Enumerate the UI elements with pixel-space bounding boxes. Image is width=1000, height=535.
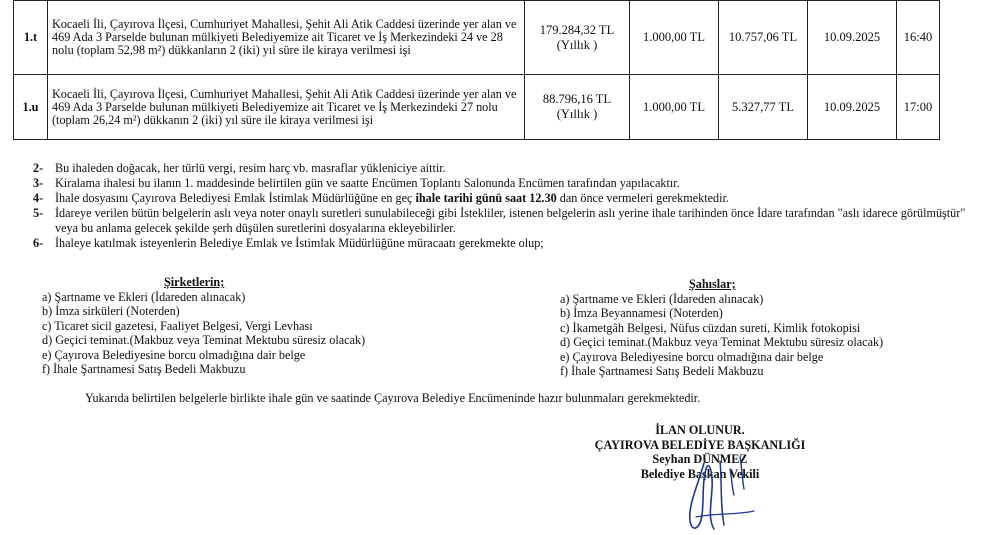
clause-text: Kiralama ihalesi bu ilanın 1. maddesinde belirtilen gün ve saatte Encümen Toplantı Salonunda Encümen tarafından yapılacaktır. <box>55 176 680 190</box>
requirement-item: f) İhale Şartnamesi Satış Bedeli Makbuzu <box>42 362 246 376</box>
price-value: 179.284,32 TL <box>539 22 615 37</box>
requirement-item: b) İmza sirküleri (Noterden) <box>42 304 180 318</box>
tender-table <box>13 0 940 140</box>
signatory-title: Belediye Başkan Vekili <box>640 467 760 482</box>
item-price <box>525 75 630 140</box>
table-row <box>14 75 940 140</box>
item-description: Kocaeli İli, Çayırova İlçesi, Cumhuriyet Mahallesi, Şehit Ali Atik Caddesi üzerinde yer alan ve 469 Ada 3 Parselde bulunan mülkiyeti Belediyemize ait Ticaret ve İş Merkezindeki 24 ve 28 nolu (toplam 52,98 m²) dükkanların 2 (iki) yıl süre ile kiraya verilmesi işi <box>48 1 525 75</box>
handwritten-signature <box>676 455 786 535</box>
requirement-item: f) İhale Şartnamesi Satış Bedeli Makbuzu <box>560 364 764 378</box>
clause-number: 4- <box>33 191 44 205</box>
clause-number: 3- <box>33 176 44 190</box>
clause-item <box>33 161 988 176</box>
requirement-item: d) Geçici teminat.(Makbuz veya Teminat Mektubu süresiz olacak) <box>560 335 884 349</box>
clause-text: Bu ihaleden doğacak, her türlü vergi, resim harç vb. masraflar yükleniciye aittir. <box>55 161 446 175</box>
clause-text-pre: İhale dosyasını Çayırova Belediyesi Emlak İstimlak Müdürlüğüne en geç <box>55 191 416 205</box>
closing-sentence: Yukarıda belirtilen belgelerle birlikte ihale gün ve saatinde Çayırova Belediye Encümeninde hazır bulunmaları gerekmektedir. <box>85 391 701 405</box>
requirement-item: c) Ticaret sicil gazetesi, Faaliyet Belgesi, Vergi Levhası <box>42 318 313 333</box>
tender-doc-fee: 1.000,00 TL <box>630 1 719 75</box>
table-row <box>14 1 940 75</box>
tender-date: 10.09.2025 <box>808 75 897 140</box>
guarantee-amount: 10.757,06 TL <box>719 1 808 75</box>
companies-heading: Şirketlerin; <box>164 275 225 289</box>
clause-text-post: dan önce vermeleri gerekmektedir. <box>556 191 729 205</box>
clause-number: 5- <box>33 206 44 220</box>
requirement-item: c) İkametgâh Belgesi, Nüfus cüzdan sureti, Kimlik fotokopisi <box>560 320 861 335</box>
tender-time: 17:00 <box>897 75 940 140</box>
individuals-requirements <box>560 277 980 379</box>
requirement-item: a) Şartname ve Ekleri (İdareden alınacak) <box>42 289 246 304</box>
tender-time: 16:40 <box>897 1 940 75</box>
tender-date: 10.09.2025 <box>808 1 897 75</box>
companies-requirements <box>42 275 522 377</box>
requirement-item: e) Çayırova Belediyesine borcu olmadığına dair belge <box>560 349 824 364</box>
requirement-item: a) Şartname ve Ekleri (İdareden alınacak) <box>560 291 764 306</box>
item-number: 1.t <box>14 1 48 75</box>
item-number: 1.u <box>14 75 48 140</box>
clause-item <box>33 236 988 251</box>
item-price <box>525 1 630 75</box>
price-period: (Yıllık ) <box>556 37 598 52</box>
clause-item <box>33 176 988 191</box>
guarantee-amount: 5.327,77 TL <box>719 75 808 140</box>
clause-number: 6- <box>33 236 44 250</box>
individuals-heading: Şahıslar; <box>689 277 736 291</box>
clause-item <box>33 191 988 206</box>
clause-text: İdareye verilen bütün belgelerin aslı veya noter onaylı suretleri sunulabileceği gibi İstekliler, istenen belgelerin aslı yerine ihale tarihinden önce İdare tarafından "aslı idarece görülmüştür" veya bu anlama gelecek şekilde şerh düşülen suretlerini dosyalarına ekleyebilirler. <box>55 206 966 235</box>
clause-text: İhaleye katılmak isteyenlerin Belediye Emlak ve İstimlak Müdürlüğüne müracaatı gerekmekte olup; <box>55 236 544 250</box>
requirement-item: d) Geçici teminat.(Makbuz veya Teminat Mektubu süresiz olacak) <box>42 333 366 347</box>
clause-item <box>33 206 988 236</box>
item-description: Kocaeli İli, Çayırova İlçesi, Cumhuriyet Mahallesi, Şehit Ali Atik Caddesi üzerinde yer alan ve 469 Ada 3 Parselde bulunan mülkiyeti Belediyemize ait Ticaret ve İş Merkezindeki 27 nolu (toplam 26,24 m²) dükkanın 2 (iki) yıl süre ile kiraya verilmesi işi <box>48 75 525 140</box>
tender-doc-fee: 1.000,00 TL <box>630 75 719 140</box>
price-period: (Yıllık ) <box>556 107 598 121</box>
signatory-name: Seyhan DÜNMEZ <box>652 452 748 467</box>
numbered-clauses <box>33 161 988 251</box>
clause-number: 2- <box>33 161 44 175</box>
requirement-item: e) Çayırova Belediyesine borcu olmadığına dair belge <box>42 347 306 362</box>
institution-name: ÇAYIROVA BELEDİYE BAŞKANLIĞI <box>594 437 806 452</box>
price-value: 88.796,16 TL <box>542 92 612 106</box>
clause-text-emphasis: ihale tarihi günü saat 12.30 <box>415 191 557 205</box>
clause-text <box>55 191 988 206</box>
announcement-line: İLAN OLUNUR. <box>655 423 745 437</box>
requirement-item: b) İmza Beyannamesi (Noterden) <box>560 306 723 320</box>
